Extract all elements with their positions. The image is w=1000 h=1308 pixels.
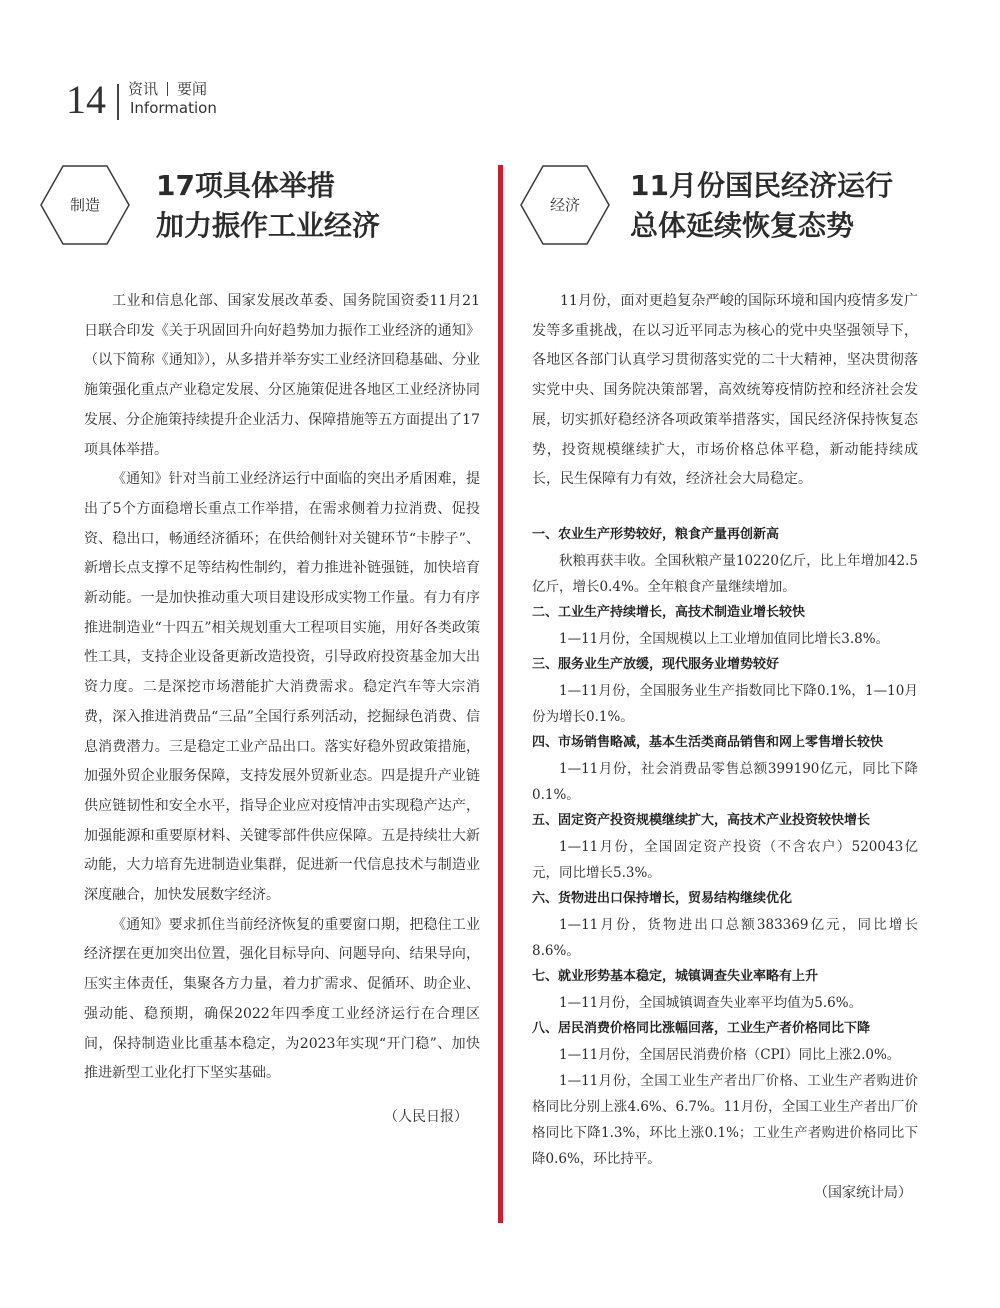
section xyxy=(532,964,918,1016)
section-paragraph: 1—11月份，全国服务业生产指数同比下降0.1%，1—10月份为增长0.1%。 xyxy=(532,683,918,725)
section-heading: 五、固定资产投资规模继续扩大，高技术产业投资较快增长 xyxy=(532,813,871,828)
header-separator xyxy=(167,82,168,96)
section-paragraph: 1—11月份，全国规模以上工业增加值同比增长3.8%。 xyxy=(559,631,890,647)
column-divider xyxy=(498,165,503,1223)
section-heading: 四、市场销售略减，基本生活类商品销售和网上零售增长较快 xyxy=(532,735,884,750)
section-paragraph: 1—11月份，货物进出口总额383369亿元，同比增长8.6%。 xyxy=(532,917,918,959)
section-paragraph: 秋粮再获丰收。全国秋粮产量10220亿斤，比上年增加42.5亿斤，增长0.4%。全年粮食产量继续增加。 xyxy=(532,553,918,595)
section-heading: 二、工业生产持续增长，高技术制造业增长较快 xyxy=(532,605,806,620)
header-category-row xyxy=(128,78,207,99)
title-line-2: 总体延续恢复态势 xyxy=(630,209,855,242)
body-paragraph: 工业和信息化部、国家发展改革委、国务院国资委11月21日联合印发《关于巩固回升向好趋势加力振作工业经济的通知》（以下简称《通知》），从多措并举夯实工业经济回稳基础、分业施策强化重点产业稳定发展、分区施策促进各地区工业经济协同发展、分企施策持续提升企业活力、保障措施等五方面提出了17项具体举措。 xyxy=(84,293,480,458)
section-paragraph: 1—11月份，全国固定资产投资（不含农户）520043亿元，同比增长5.3%。 xyxy=(532,839,918,881)
hexagon-label: 制造 xyxy=(69,196,100,214)
section-heading: 六、货物进出口保持增长，贸易结构继续优化 xyxy=(532,891,793,906)
section-heading: 八、居民消费价格同比涨幅回落，工业生产者价格同比下降 xyxy=(532,1021,871,1036)
section-paragraph: 1—11月份，全国居民消费价格（CPI）同比上涨2.0%。 xyxy=(559,1047,901,1063)
body-paragraph: 《通知》要求抓住当前经济恢复的重要窗口期，把稳住工业经济摆在更加突出位置，强化目标导向、问题导向、结果导向，压实主体责任，集聚各方力量，着力扩需求、促循环、助企业、强动能、稳预期，确保2022年四季度工业经济运行在合理区间，保持制造业比重基本稳定，为2023年实现“开门稳”、加快推进新型工业化打下坚实基础。 xyxy=(84,916,480,1082)
section xyxy=(532,808,918,886)
section-paragraph: 1—11月份，社会消费品零售总额399190亿元，同比下降0.1%。 xyxy=(532,761,918,803)
header-english: Information xyxy=(130,99,217,117)
intro-paragraph: 11月份，面对更趋复杂严峻的国际环境和国内疫情多发广发等多重挑战，在以习近平同志为核心的党中央坚强领导下，各地区各部门认真学习贯彻落实党的二十大精神，坚决贯彻落实党中央、国务院决策部署，高效统筹疫情防控和经济社会发展，切实抓好稳经济各项政策举措落实，国民经济保持恢复态势，投资规模继续扩大，市场价格总体平稳，新动能持续成长，民生保障有力有效，经济社会大局稳定。 xyxy=(532,293,918,488)
section-paragraph: 1—11月份，全国工业生产者出厂价格、工业生产者购进价格同比分别上涨4.6%、6.7%。11月份，全国工业生产者出厂价格同比下降1.3%，环比上涨0.1%；工业生产者购进价格同比下降0.6%，环比持平。 xyxy=(532,1073,918,1167)
article-title xyxy=(630,166,893,246)
header-category: 资讯 xyxy=(128,80,159,98)
title-line-2: 加力振作工业经济 xyxy=(156,209,381,242)
hexagon-label: 经济 xyxy=(549,196,580,214)
article-source: （国家统计局） xyxy=(814,1185,912,1201)
article-source: （人民日报） xyxy=(384,1108,468,1125)
section-heading: 七、就业形势基本稳定，城镇调查失业率略有上升 xyxy=(532,969,819,984)
stat-sections xyxy=(532,522,918,1202)
section xyxy=(532,600,918,652)
article-intro xyxy=(532,287,918,495)
title-line-1: 11月份国民经济运行 xyxy=(630,169,893,202)
section-heading: 一、农业生产形势较好，粮食产量再创新高 xyxy=(532,527,780,542)
section xyxy=(532,522,918,600)
section xyxy=(532,730,918,808)
section-heading: 三、服务业生产放缓，现代服务业增势较好 xyxy=(532,657,780,672)
article-title xyxy=(156,166,380,246)
body-paragraph: 《通知》针对当前工业经济运行中面临的突出矛盾困难，提出了5个方面稳增长重点工作举措，在需求侧着力拉消费、促投资、稳出口，畅通经济循环；在供给侧针对关键环节“卡脖子”、新增长点支撑不足等结构性制约，着力推进补链强链，加快培育新动能。一是加快推动重大项目建设形成实物工作量。有力有序推进制造业“十四五”相关规划重大工程项目实施，用好各类政策性工具，支持企业设备更新改造投资，引导政府投资基金加大出资力度。二是深挖市场潜能扩大消费需求。稳定汽车等大宗消费，深入推进消费品“三品”全国行系列活动，挖掘绿色消费、信息消费潜力。三是稳定工业产品出口。落实好稳外贸政策措施，加强外贸企业服务保障，支持发展外贸新业态。四是提升产业链供应链韧性和安全水平，指导企业应对疫情冲击实现稳产达产，加强能源和重要原材料、关键零部件供应保障。五是持续壮大新动能，大力培育先进制造业集群，促进新一代信息技术与制造业深度融合，加快发展数字经济。 xyxy=(84,471,480,904)
hexagon-badge xyxy=(40,160,130,250)
header-divider xyxy=(117,84,119,120)
hexagon-badge xyxy=(520,160,610,250)
header-subcategory: 要闻 xyxy=(177,80,208,98)
title-line-1: 17项具体举措 xyxy=(156,169,335,202)
section-paragraph: 1—11月份，全国城镇调查失业率平均值为5.6%。 xyxy=(559,995,863,1011)
article-body xyxy=(84,287,480,1133)
page-number: 14 xyxy=(66,77,106,122)
section xyxy=(532,886,918,964)
section xyxy=(532,652,918,730)
section xyxy=(532,1016,918,1172)
